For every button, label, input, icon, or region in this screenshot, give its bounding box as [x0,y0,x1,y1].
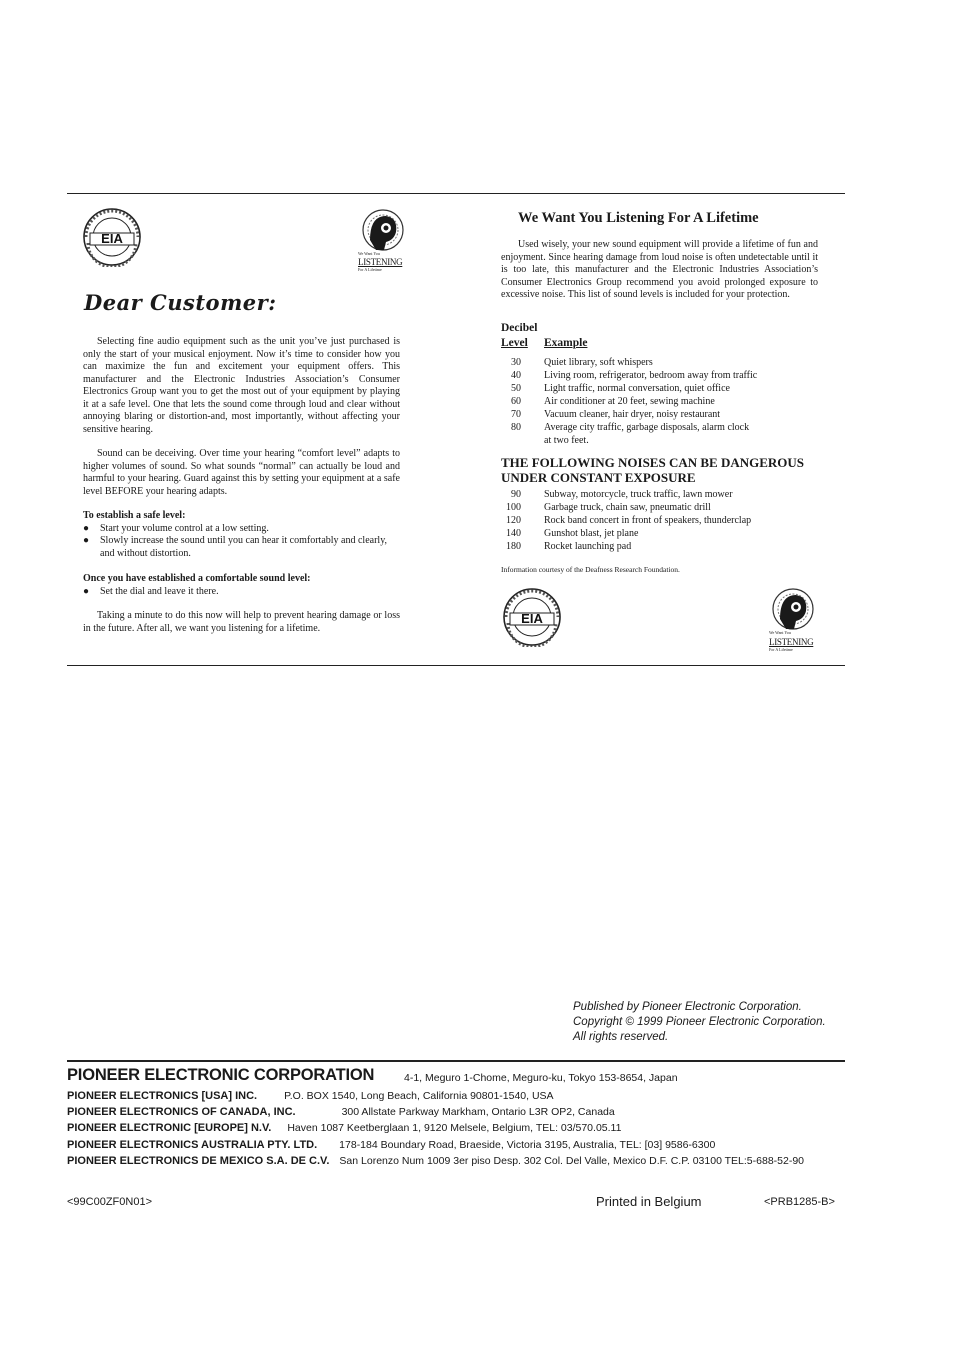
branch-row: PIONEER ELECTRONICS DE MEXICO S.A. DE C.V. San Lorenzo Num 1009 3er piso Desp. 302 Col. Del Valle, Mexico D.F. C.P. 03100 TEL:5-688-52-90 [67,1155,805,1167]
wyl-sub-text: For A Lifetime [358,267,382,272]
corp-rule [67,1060,845,1062]
table-row: 50 Light traffic, normal conversation, quiet office [511,383,730,394]
table-row: 100 Garbage truck, chain saw, pneumatic drill [506,502,711,513]
table-row: 80 Average city traffic, garbage disposals, alarm clock [511,422,750,433]
table-row: 40 Living room, refrigerator, bedroom away from traffic [511,370,758,381]
letter-para-2: Sound can be deceiving. Over time your hearing “comfort level” adapts to higher volumes of sound. So what sounds “normal” can actually be loud and harmful to your hearing. Guard against this by setting your equipment at a safe level BEFORE your hearing adapts. [83,448,400,497]
publisher-line: Published by Pioneer Electronic Corporation. [573,1001,802,1013]
branch-row: PIONEER ELECTRONICS [USA] INC. P.O. BOX 1540, Long Beach, California 90801-1540, USA [67,1090,554,1102]
eia-logo [502,587,562,647]
lifetime-intro: Used wisely, your new sound equipment will provide a lifetime of fun and enjoyment. Since hearing damage from loud noise is often undetectable until it is too late, this manufacturer and the Electronic Industries Association’s Consumer Electronics Group recommend you avoid prolonged exposure to excessive noise. This list of sound levels is included for your protection. [501,239,818,300]
safe-item: ● Start your volume control at a low setting. [83,522,269,534]
branch-row: PIONEER ELECTRONICS OF CANADA, INC. 300 Allstate Parkway Markham, Ontario L3R OP2, Canada [67,1106,615,1118]
letter-body [83,336,400,635]
wyl-big-text: LISTENING [358,257,403,267]
publisher-block [573,1000,826,1045]
code-left: <99C00ZF0N01> [67,1196,152,1208]
example-header: Example [544,337,588,349]
eia-mark-text: EIA [101,231,123,246]
table-row: 180 Rocket launching pad [506,541,632,552]
letter-para-1: Selecting fine audio equipment such as the unit you’ve just purchased is only the start of your musical enjoyment. Now it’s time to consider how you can maximize the fun and excitement your equipment offers. This manufacturer and the Electronic Industries Association’s Consumer Electronics Group want you to get the most out of your equipment by playing it at a safe level. One that lets the sound come through loud and clear without annoying blaring or distortion-and, most importantly, without affecting your sensitive hearing. [83,336,400,435]
comfort-level-heading: Once you have established a comfortable sound level: [83,573,311,584]
corp-address: 4-1, Meguro 1-Chome, Meguro-ku, Tokyo 153-8654, Japan [404,1072,678,1084]
safe-level-heading: To establish a safe level: [83,510,186,521]
box-bottom-rule [67,665,845,666]
table-row: 60 Air conditioner at 20 feet, sewing machine [511,396,715,407]
greeting: Dear Customer: [84,290,277,315]
branch-row: PIONEER ELECTRONICS AUSTRALIA PTY. LTD. 178-184 Boundary Road, Braeside, Victoria 3195, Australia, TEL: [03] 9586-6300 [67,1139,716,1151]
table-row: 30 Quiet library, soft whispers [511,357,653,368]
table-row: 70 Vacuum cleaner, hair dryer, noisy restaurant [511,409,721,420]
table-row: 140 Gunshot blast, jet plane [506,528,639,539]
corp-name: PIONEER ELECTRONIC CORPORATION [67,1066,375,1084]
danger-table [501,488,831,553]
danger-heading: THE FOLLOWING NOISES CAN BE DANGEROUS UNDER CONSTANT EXPOSURE [501,455,805,485]
svg-text:EIA: EIA [521,611,543,626]
credit-note: Information courtesy of the Deafness Research Foundation. [501,565,680,574]
level-table [501,356,831,447]
code-right: <PRB1285-B> [764,1196,835,1208]
letter-para-3: Taking a minute to do this now will help to prevent hearing damage or loss in the future. After all, we want you listening for a lifetime. [83,610,400,634]
comfort-item: ● Set the dial and leave it there. [83,585,219,597]
safe-item: ● Slowly increase the sound until you can hear it comfortably and clearly, and without distortion. [83,535,388,559]
we-want-you-listening-logo: We Want You LISTENING For A Lifetime [766,585,818,655]
table-row: at two feet. [544,435,589,446]
eia-logo [82,207,142,267]
level-header: Level [501,337,528,349]
table-row: 120 Rock band concert in front of speakers, thunderclap [506,515,752,526]
table-row: 90 Subway, motorcycle, truck traffic, lawn mower [511,489,733,500]
top-rule [67,193,845,194]
we-want-you-listening-logo [356,206,406,276]
rights-line: All rights reserved. [573,1031,669,1043]
decibel-label: Decibel [501,322,538,334]
branch-row: PIONEER ELECTRONIC [EUROPE] N.V. Haven 1087 Keetberglaan 1, 9120 Melsele, Belgium, TEL: 03/570.05.11 [67,1122,622,1134]
printed-in: Printed in Belgium [596,1194,702,1209]
wyl-small-text: We Want You [358,251,380,256]
copyright-line: Copyright © 1999 Pioneer Electronic Corporation. [573,1016,826,1028]
lifetime-title: We Want You Listening For A Lifetime [518,210,759,226]
